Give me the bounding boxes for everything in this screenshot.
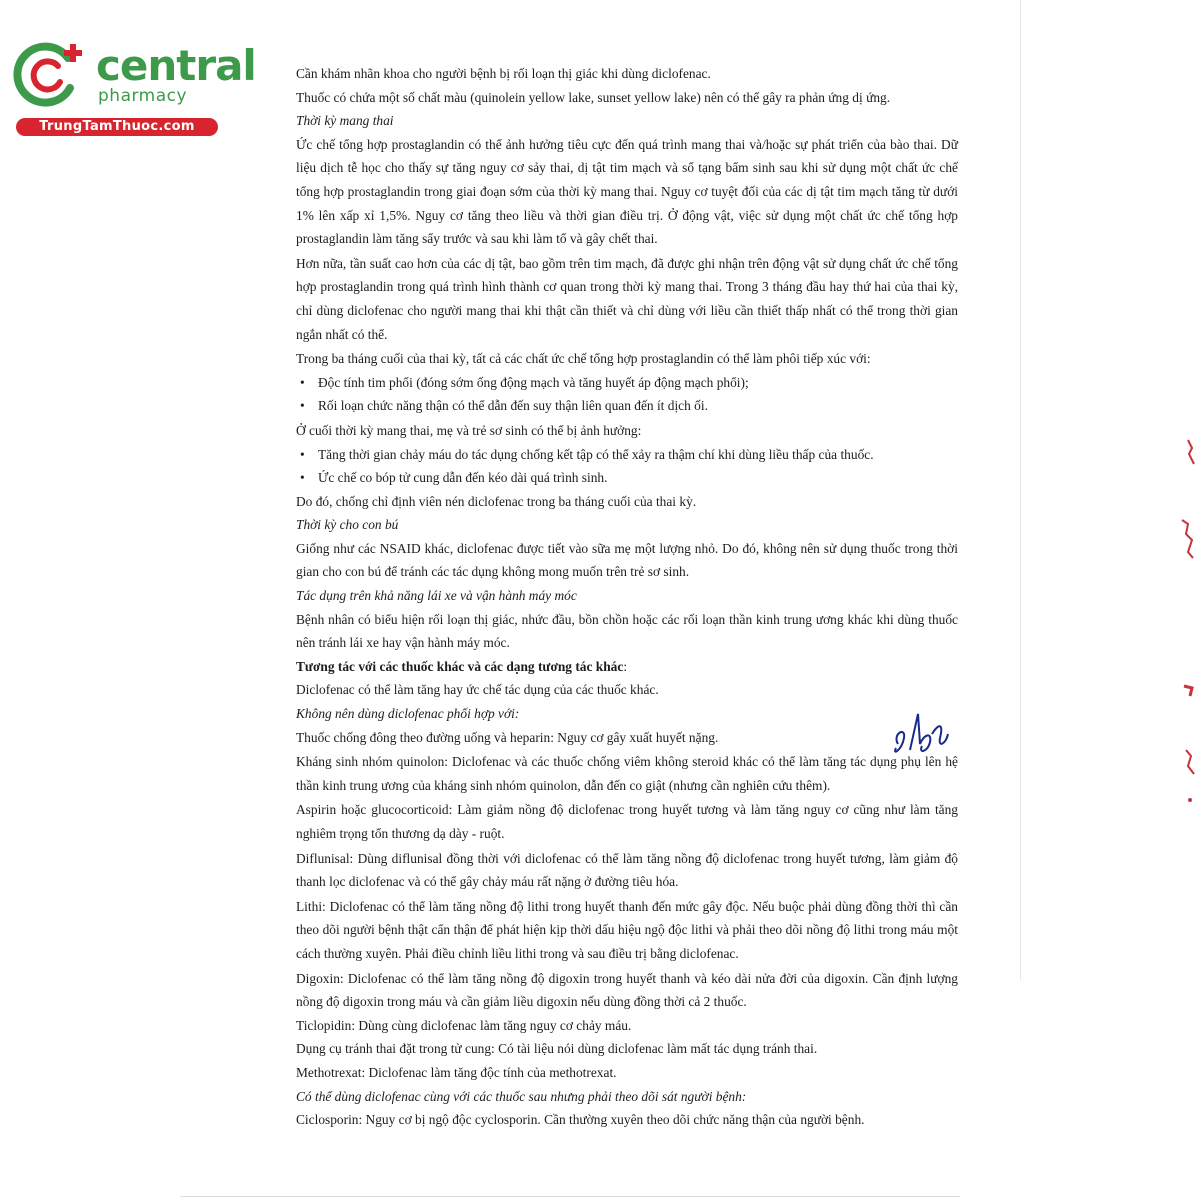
bullet-icon: • bbox=[300, 470, 305, 486]
bullet-icon: • bbox=[300, 374, 305, 390]
document-body bbox=[296, 62, 958, 1132]
heading-not-combine: Không nên dùng diclofenac phối hợp với: bbox=[296, 706, 520, 722]
bullet-item bbox=[296, 371, 958, 395]
bullet-text: Rối loạn chức năng thận có thể dẫn đến suy thận liên quan đến ít dịch ối. bbox=[318, 398, 708, 414]
interaction-ciclosporin: Ciclosporin: Nguy cơ bị ngộ độc cyclosporin. Cần thường xuyên theo dõi chức năng thận của người bệnh. bbox=[296, 1112, 865, 1128]
paragraph-eye-exam: Cần khám nhãn khoa cho người bệnh bị rối loạn thị giác khi dùng diclofenac. bbox=[296, 66, 711, 81]
central-pharmacy-logo[interactable] bbox=[8, 36, 256, 136]
site-url-badge[interactable]: TrungTamThuoc.com bbox=[16, 118, 218, 136]
interaction-aspirin: Aspirin hoặc glucocorticoid: Làm giảm nồng độ diclofenac trong huyết tương và làm tăng nguy cơ cũng như làm tăng nghiêm trọng tổn thương dạ dày - ruột. bbox=[296, 802, 958, 841]
paragraph-end-pregnancy: Ở cuối thời kỳ mang thai, mẹ và trẻ sơ sinh có thể bị ảnh hưởng: bbox=[296, 422, 642, 438]
heading-interactions bbox=[296, 655, 958, 679]
heading-interactions-text: Tương tác với các thuốc khác và các dạng tương tác khác bbox=[296, 658, 624, 674]
bullet-item bbox=[296, 443, 958, 467]
brand-subtitle: pharmacy bbox=[98, 86, 188, 106]
pharmacy-cross-icon bbox=[10, 36, 90, 116]
bullet-text: Tăng thời gian chảy máu do tác dụng chống kết tập có thể xảy ra thậm chí khi dùng liều thấp của thuốc. bbox=[318, 446, 874, 462]
heading-monitor: Có thể dùng diclofenac cùng với các thuốc sau nhưng phải theo dõi sát người bệnh: bbox=[296, 1088, 747, 1104]
paragraph-lactation: Giống như các NSAID khác, diclofenac được tiết vào sữa mẹ một lượng nhỏ. Do đó, không nên sử dụng thuốc trong thời gian cho con bú để tránh các tác dụng không mong muốn trên trẻ sơ sinh. bbox=[296, 540, 958, 580]
bullet-icon: • bbox=[300, 446, 305, 462]
scan-edge-line bbox=[1020, 0, 1021, 980]
interaction-quinolones: Kháng sinh nhóm quinolon: Diclofenac và các thuốc chống viêm không steroid khác có thể làm tăng tác dụng phụ lên hệ thần kinh trung ương của kháng sinh nhóm quinolon, dẫn đến co giật (nhưng cần nghiên cứu thêm). bbox=[296, 754, 958, 793]
scan-bottom-line bbox=[180, 1196, 960, 1197]
interaction-anticoagulants: Thuốc chống đông theo đường uống và heparin: Nguy cơ gây xuất huyết nặng. bbox=[296, 729, 719, 745]
paragraph-third-trimester: Trong ba tháng cuối của thai kỳ, tất cả các chất ức chế tổng hợp prostaglandin có thể làm phôi tiếp xúc với: bbox=[296, 351, 871, 367]
stamp-edge-marks bbox=[1170, 0, 1200, 1200]
brand-name: central bbox=[96, 41, 256, 90]
interaction-ticlopidine: Ticlopidin: Dùng cùng diclofenac làm tăng nguy cơ chảy máu. bbox=[296, 1017, 632, 1033]
paragraph-interactions-intro: Diclofenac có thể làm tăng hay ức chế tác dụng của các thuốc khác. bbox=[296, 682, 659, 698]
heading-lactation: Thời kỳ cho con bú bbox=[296, 517, 399, 533]
paragraph-animal-studies: Hơn nữa, tần suất cao hơn của các dị tật, bao gồm trên tim mạch, đã được ghi nhận trên động vật sử dụng chất ức chế tổng hợp prostaglandin trong quá trình hình thành cơ quan trong thời kỳ mang thai. Trong 3 tháng đầu hay thứ hai của thai kỳ, chỉ dùng diclofenac cho người mang thai khi thật cần thiết và chỉ dùng với liều cần thiết thấp nhất có thể trong thời gian ngắn nhất có thể. bbox=[296, 255, 958, 342]
heading-pregnancy: Thời kỳ mang thai bbox=[296, 113, 394, 129]
interaction-digoxin: Digoxin: Diclofenac có thể làm tăng nồng độ digoxin trong huyết thanh và kéo dài nửa đời của digoxin. Cần định lượng nồng độ digoxin trong máu và cần giảm liều digoxin nếu dùng đồng thời cả 2 thuốc. bbox=[296, 970, 958, 1010]
bullet-text: Ức chế co bóp tử cung dẫn đến kéo dài quá trình sinh. bbox=[318, 470, 608, 486]
interaction-iud: Dụng cụ tránh thai đặt trong tử cung: Có tài liệu nói dùng diclofenac làm mất tác dụng tránh thai. bbox=[296, 1041, 818, 1057]
interaction-methotrexate: Methotrexat: Diclofenac làm tăng độc tính của methotrexat. bbox=[296, 1064, 617, 1080]
paragraph-prostaglandin-effects: Ức chế tổng hợp prostaglandin có thể ảnh hưởng tiêu cực đến quá trình mang thai và/hoặc sự phát triển của bào thai. Dữ liệu dịch tễ học cho thấy sự tăng nguy cơ sảy thai, dị tật tim mạch và sổ tạng bẩm sinh sau khi sử dụng một chất ức chế tổng hợp prostaglandin trong giai đoạn sớm của thời kỳ mang thai. Nguy cơ tuyệt đối của các dị tật tim mạch tăng từ dưới 1% lên xấp xỉ 1,5%. Nguy cơ tăng theo liều và thời gian điều trị. Ở động vật, việc sử dụng một chất ức chế tổng hợp prostaglandin làm tăng sẩy trước và sau khi làm tổ và gây chết thai. bbox=[296, 136, 958, 247]
heading-driving: Tác dụng trên khả năng lái xe và vận hành máy móc bbox=[296, 588, 577, 604]
paragraph-dye-allergy: Thuốc có chứa một số chất màu (quinolein yellow lake, sunset yellow lake) nên có thể gây ra phản ứng dị ứng. bbox=[296, 89, 891, 105]
handwritten-signature bbox=[888, 704, 954, 762]
bullet-item bbox=[296, 394, 958, 418]
bullet-text: Độc tính tim phổi (đóng sớm ống động mạch và tăng huyết áp động mạch phổi); bbox=[318, 374, 749, 390]
bullet-icon: • bbox=[300, 398, 305, 414]
paragraph-driving: Bệnh nhân có biểu hiện rối loạn thị giác, nhức đầu, bồn chồn hoặc các rối loạn thần kinh trung ương khác khi dùng thuốc nên tránh lái xe hay vận hành máy móc. bbox=[296, 611, 958, 651]
interaction-lithium: Lithi: Diclofenac có thể làm tăng nồng độ lithi trong huyết thanh đến mức gây độc. Nếu buộc phải dùng đồng thời thì cần theo dõi người bệnh thật cẩn thận để phát hiện kịp thời dấu hiệu ngộ độc lithi và phải theo dõi nồng độ lithi trong máu một cách thường xuyên. Phải điều chỉnh liều lithi trong và sau điều trị bằng diclofenac. bbox=[296, 898, 958, 961]
heading-interactions-colon: : bbox=[623, 658, 628, 674]
interaction-diflunisal: Diflunisal: Dùng diflunisal đồng thời với diclofenac có thể làm tăng nồng độ diclofenac trong huyết tương, làm giảm độ thanh lọc diclofenac và có thể gây chảy máu rất nặng ở đường tiêu hóa. bbox=[296, 850, 958, 890]
paragraph-contraindication: Do đó, chống chỉ định viên nén diclofenac trong ba tháng cuối của thai kỳ. bbox=[296, 493, 697, 509]
bullet-item bbox=[296, 466, 958, 490]
